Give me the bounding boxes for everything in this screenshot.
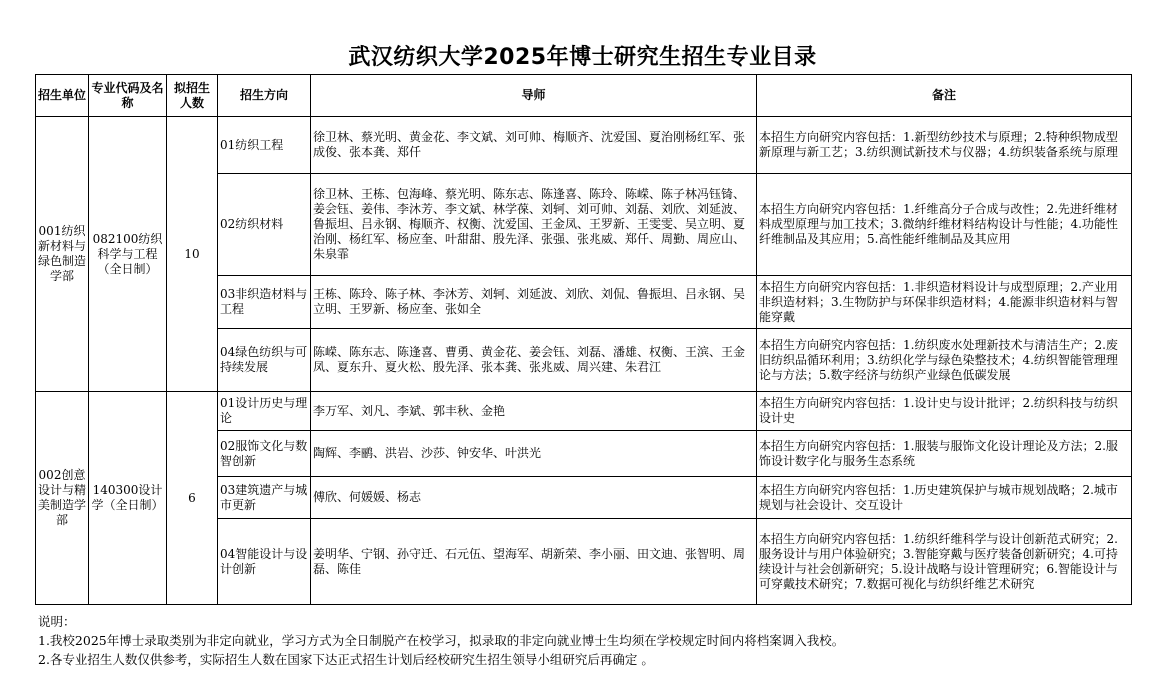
advisors-cell: 傅欣、何媛媛、杨志 [311,477,757,519]
table-header-row [36,75,1132,117]
notes-section [38,612,844,669]
advisors-cell: 姜明华、宁钢、孙守迁、石元伍、望海军、胡新荣、李小丽、田文迪、张智明、周磊、陈佳 [311,519,757,605]
advisors-cell: 李万军、刘凡、李斌、郭丰秋、金艳 [311,392,757,431]
advisors-cell: 徐卫林、蔡光明、黄金花、李文斌、刘可帅、梅顺齐、沈爱国、夏治刚杨红军、张成俊、张本龚、郑仟 [311,117,757,174]
catalog-table [35,74,1132,605]
header-unit: 招生单位 [36,75,89,117]
code-cell: 082100纺织科学与工程（全日制） [89,117,167,392]
notes-heading: 说明： [38,614,76,629]
advisors-cell: 陈嵘、陈东志、陈逢喜、曹勇、黄金花、姜会钰、刘磊、潘雄、权衡、王滨、王金凤、夏东升、夏火松、殷先泽、张本龚、张兆威、周兴建、朱君江 [311,329,757,392]
header-quota: 拟招生人数 [167,75,218,117]
remarks-cell: 本招生方向研究内容包括：1.历史建筑保护与城市规划战略；2.城市规划与社会设计、交互设计 [757,477,1132,519]
header-advisors: 导师 [311,75,757,117]
remarks-cell: 本招生方向研究内容包括：1.新型纺纱技术与原理；2.特种织物成型新原理与新工艺；3.纺织测试新技术与仪器；4.纺织装备系统与原理 [757,117,1132,174]
remarks-cell: 本招生方向研究内容包括：1.非织造材料设计与成型原理；2.产业用非织造材料；3.生物防护与环保非织造材料；4.能源非织造材料与智能穿戴 [757,276,1132,329]
note-item: 1.我校2025年博士录取类别为非定向就业，学习方式为全日制脱产在校学习，拟录取的非定向就业博士生均须在学校规定时间内将档案调入我校。 [38,633,845,648]
quota-cell: 6 [167,392,218,605]
quota-cell: 10 [167,117,218,392]
remarks-cell: 本招生方向研究内容包括：1.纺织纤维科学与设计创新范式研究；2.服务设计与用户体验研究；3.智能穿戴与医疗装备创新研究；4.可持续设计与社会创新研究；5.设计战略与设计管理研究；6.智能设计与可穿戴技术研究；7.数据可视化与纺织纤维艺术研究 [757,519,1132,605]
direction-cell: 01设计历史与理论 [218,392,311,431]
header-direction: 招生方向 [218,75,311,117]
direction-cell: 03建筑遗产与城市更新 [218,477,311,519]
table-row [36,117,1132,174]
advisors-cell: 王栋、陈玲、陈子林、李沐芳、刘轲、刘延波、刘欣、刘侃、鲁振坦、吕永钢、吴立明、王罗新、杨应奎、张如全 [311,276,757,329]
unit-cell: 002创意设计与精美制造学部 [36,392,89,605]
note-item: 2.各专业招生人数仅供参考，实际招生人数在国家下达正式招生计划后经校研究生招生领导小组研究后再确定 。 [38,652,654,667]
remarks-cell: 本招生方向研究内容包括：1.设计史与设计批评；2.纺织科技与纺织设计史 [757,392,1132,431]
direction-cell: 01纺织工程 [218,117,311,174]
header-code: 专业代码及名称 [89,75,167,117]
header-remarks: 备注 [757,75,1132,117]
remarks-cell: 本招生方向研究内容包括：1.服装与服饰文化设计理论及方法；2.服饰设计数字化与服务生态系统 [757,431,1132,477]
unit-cell: 001纺织新材料与绿色制造学部 [36,117,89,392]
remarks-cell: 本招生方向研究内容包括：1.纤维高分子合成与改性；2.先进纤维材料成型原理与加工技术；3.微纳纤维材料结构设计与性能；4.功能性纤维制品及其应用；5.高性能纤维制品及其应用 [757,174,1132,276]
direction-cell: 02纺织材料 [218,174,311,276]
page-title: 武汉纺织大学2025年博士研究生招生专业目录 [348,45,817,70]
direction-cell: 02服饰文化与数智创新 [218,431,311,477]
direction-cell: 04智能设计与设计创新 [218,519,311,605]
code-cell: 140300设计学（全日制） [89,392,167,605]
direction-cell: 04绿色纺织与可持续发展 [218,329,311,392]
advisors-cell: 陶辉、李鹂、洪岩、沙莎、钟安华、叶洪光 [311,431,757,477]
advisors-cell: 徐卫林、王栋、包海峰、蔡光明、陈东志、陈逢喜、陈玲、陈嵘、陈子林冯钰锜、姜会钰、姜伟、李沐芳、李文斌、林学葆、刘轲、刘可帅、刘磊、刘欣、刘延波、鲁振坦、吕永钢、梅顺齐、权衡、沈爱国、王金凤、王罗新、王雯雯、吴立明、夏治刚、杨红军、杨应奎、叶甜甜、殷先泽、张强、张兆威、郑仟、周勤、周应山、朱泉霏 [311,174,757,276]
direction-cell: 03非织造材料与工程 [218,276,311,329]
remarks-cell: 本招生方向研究内容包括：1.纺织废水处理新技术与清洁生产；2.废旧纺织品循环利用；3.纺织化学与绿色染整技术；4.纺织智能管理理论与方法；5.数字经济与纺织产业绿色低碳发展 [757,329,1132,392]
table-row [36,392,1132,431]
